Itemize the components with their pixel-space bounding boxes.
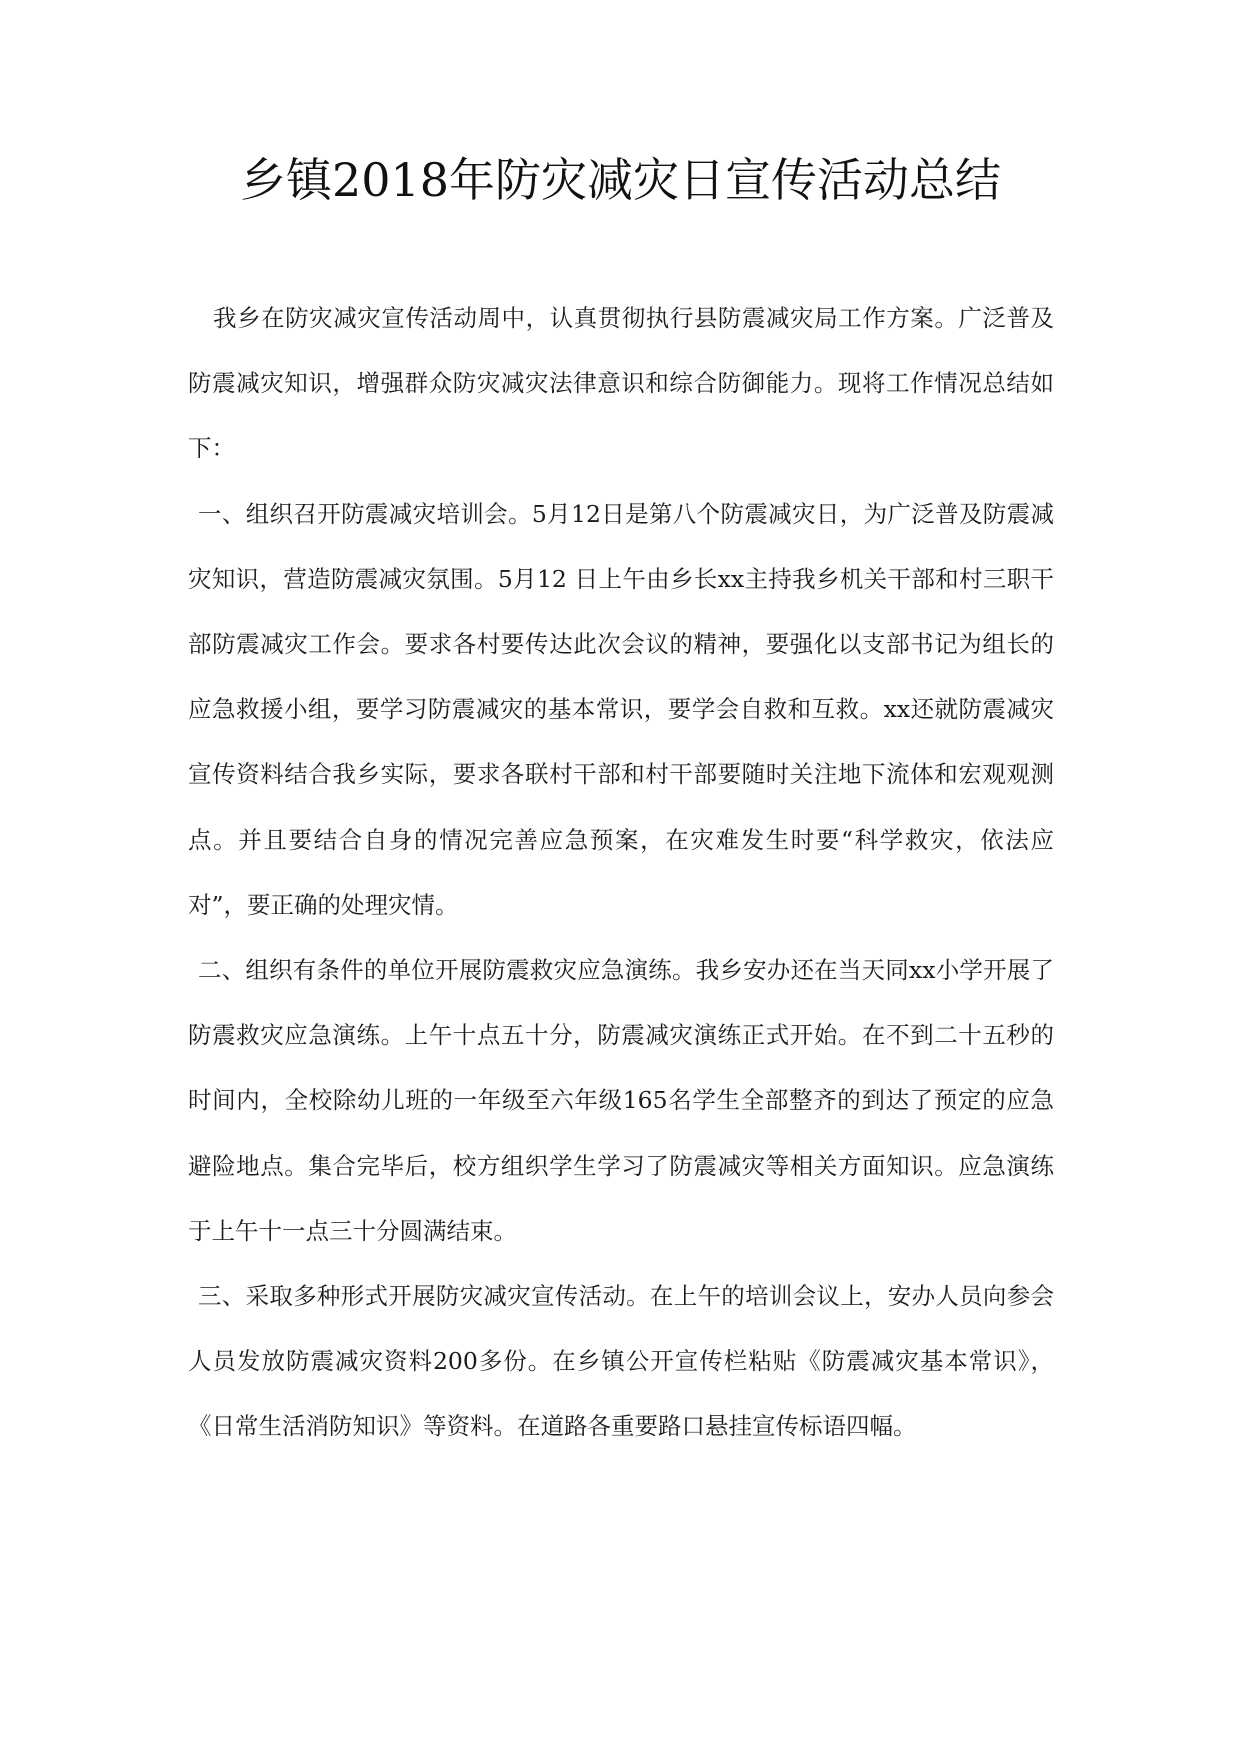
paragraph-section-1: 一、组织召开防震减灾培训会。5月12日是第八个防震减灾日，为广泛普及防震减灾知识，营造防震减灾氛围。5月12 日上午由乡长xx主持我乡机关干部和村三职干部防震减灾工作会。要求各村要传达此次会议的精神，要强化以支部书记为组长的应急救援小组，要学习防震减灾的基本常识，要学会自救和互救。xx还就防震减灾宣传资料结合我乡实际，要求各联村干部和村干部要随时关注地下流体和宏观观测点。并且要结合自身的情况完善应急预案，在灾难发生时要“科学救灾，依法应对”，要正确的处理灾情。 [188, 499, 1054, 919]
document-body [188, 286, 1054, 1460]
paragraph-section-3: 三、采取多种形式开展防灾减灾宣传活动。在上午的培训会议上，安办人员向参会人员发放防震减灾资料200多份。在乡镇公开宣传栏粘贴《防震减灾基本常识》，《日常生活消防知识》等资料。在道路各重要路口悬挂宣传标语四幅。 [188, 1282, 1054, 1441]
paragraph-intro: 我乡在防灾减灾宣传活动周中，认真贯彻执行县防震减灾局工作方案。广泛普及防震减灾知识，增强群众防灾减灾法律意识和综合防御能力。现将工作情况总结如下： [188, 304, 1054, 463]
paragraph-section-2: 二、组织有条件的单位开展防震救灾应急演练。我乡安办还在当天同xx小学开展了防震救灾应急演练。上午十点五十分，防震减灾演练正式开始。在不到二十五秒的时间内，全校除幼儿班的一年级至六年级165名学生全部整齐的到达了预定的应急避险地点。集合完毕后，校方组织学生学习了防震减灾等相关方面知识。应急演练于上午十一点三十分圆满结束。 [188, 956, 1054, 1245]
document-title: 乡镇2018年防灾减灾日宣传活动总结 [239, 153, 1002, 207]
